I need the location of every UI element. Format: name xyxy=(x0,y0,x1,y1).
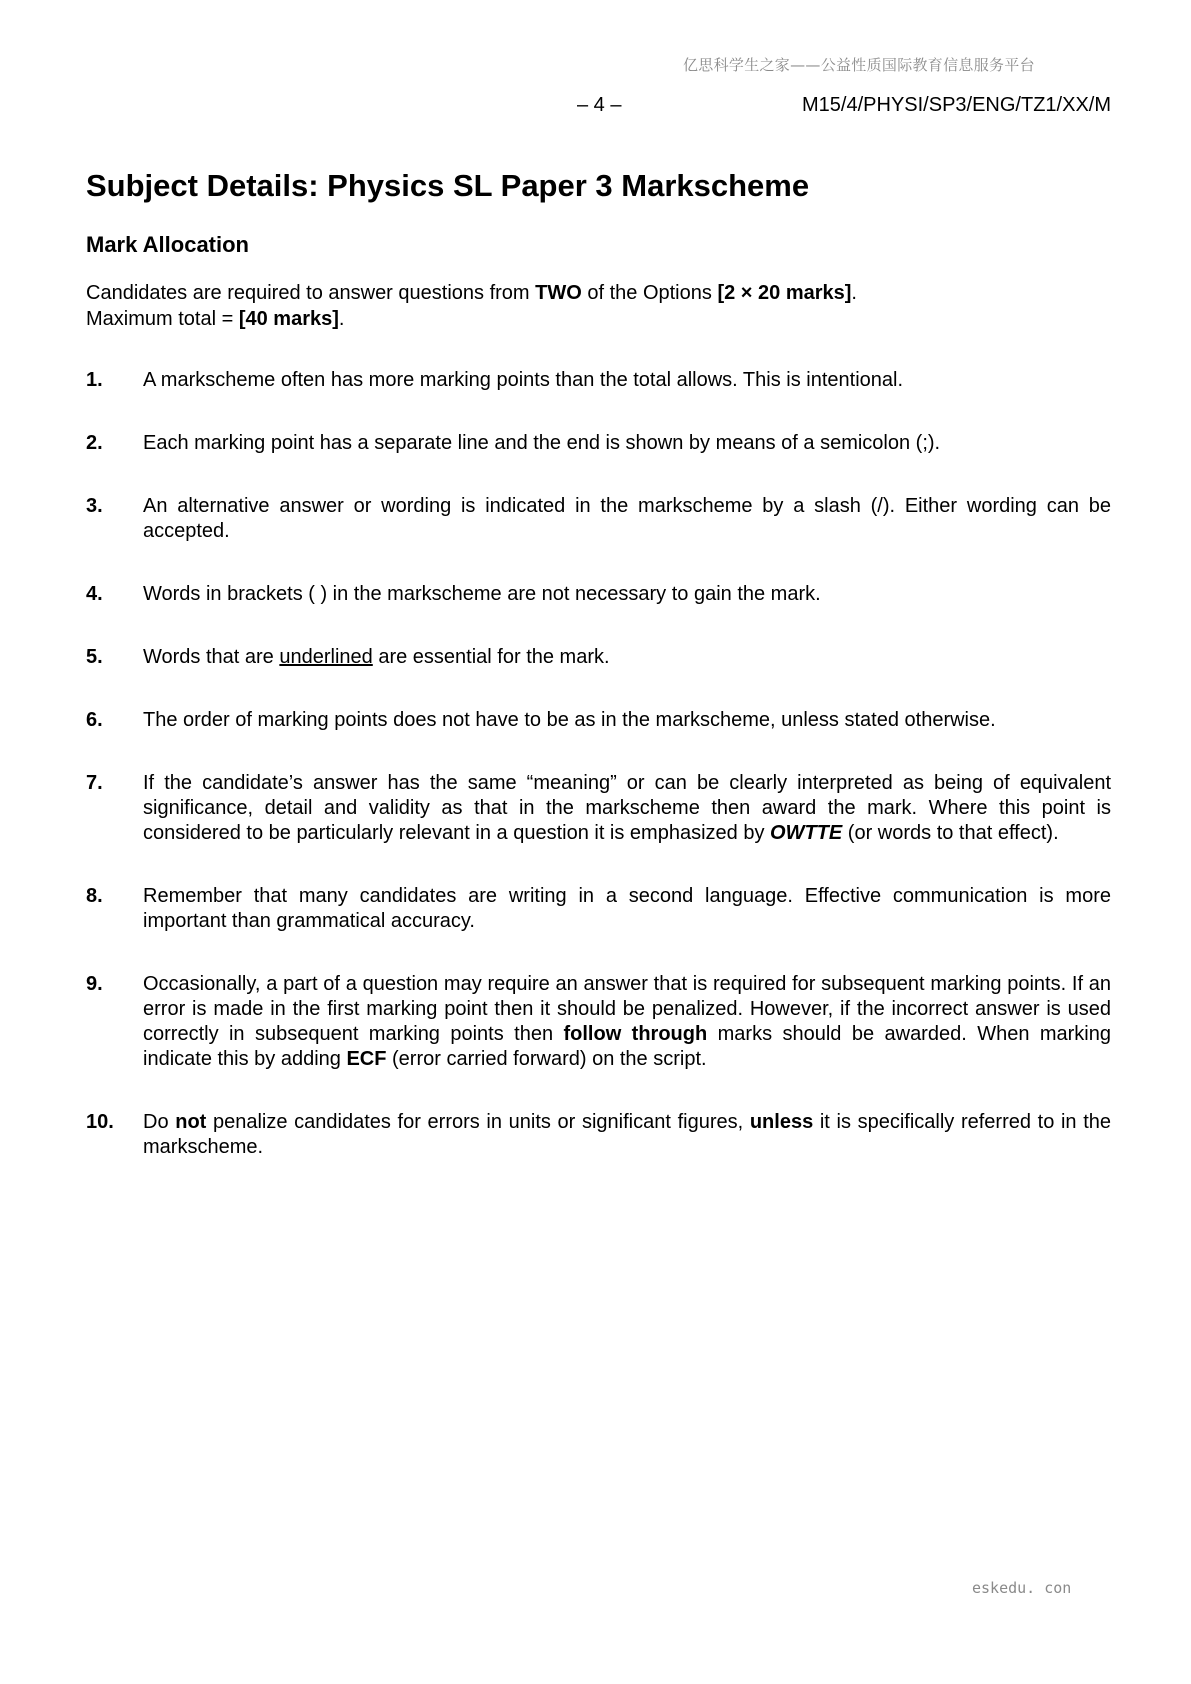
list-item xyxy=(86,494,1111,544)
list-item xyxy=(86,582,1111,607)
item-text: Remember that many candidates are writing in a second language. Effective communication is more important than grammatical accuracy. xyxy=(143,885,1111,932)
intro-text: of the Options xyxy=(581,282,718,304)
item-number: 9. xyxy=(86,973,103,995)
item-text-part: (or words to that effect). xyxy=(842,822,1059,844)
intro-bold-two: TWO xyxy=(535,282,582,304)
item-number: 7. xyxy=(86,772,103,794)
item-number: 1. xyxy=(86,369,103,391)
item-text-bold: follow through xyxy=(563,1023,708,1045)
section-heading: Mark Allocation xyxy=(86,232,249,257)
item-number: 3. xyxy=(86,495,103,517)
list-item xyxy=(86,368,1111,393)
item-text-bold-italic: OWTTE xyxy=(770,822,843,844)
item-text: Words in brackets ( ) in the markscheme are not necessary to gain the mark. xyxy=(143,583,821,605)
item-number: 6. xyxy=(86,709,103,731)
list-item xyxy=(86,771,1111,846)
intro-text: . xyxy=(338,308,345,330)
item-text xyxy=(143,645,1111,670)
item-number: 5. xyxy=(86,646,103,668)
item-text-part: (error carried forward) on the script. xyxy=(386,1048,707,1070)
footer-watermark: eskedu. con xyxy=(972,1579,1072,1597)
item-text-part: are essential for the mark. xyxy=(372,646,610,668)
item-text xyxy=(143,771,1111,846)
list-item xyxy=(86,431,1111,456)
page-number: – 4 – xyxy=(577,94,622,116)
page-title: Subject Details: Physics SL Paper 3 Markscheme xyxy=(86,168,810,203)
list-item xyxy=(86,645,1111,670)
paper-code: M15/4/PHYSI/SP3/ENG/TZ1/XX/M xyxy=(802,94,1111,116)
list-item xyxy=(86,708,1111,733)
item-text-bold: not xyxy=(175,1111,207,1133)
intro-line-1 xyxy=(86,280,1111,306)
intro-bold-total: [40 marks] xyxy=(238,308,339,330)
item-text-part: it is specifically referred to in the markscheme. xyxy=(143,1111,1112,1158)
list-item xyxy=(86,884,1111,934)
document-body xyxy=(86,168,1111,1198)
item-text-part: penalize candidates for errors in units or significant figures, xyxy=(206,1111,750,1133)
item-text xyxy=(143,1110,1111,1160)
list-item xyxy=(86,1110,1111,1160)
intro-bold-marks: [2 × 20 marks] xyxy=(717,282,852,304)
intro-line-2 xyxy=(86,306,1111,332)
intro-text: . xyxy=(851,282,857,304)
item-text-part: Do xyxy=(143,1111,176,1133)
item-text-part: marks should be awarded. When marking indicate this by adding xyxy=(143,1023,1111,1070)
item-number: 10. xyxy=(86,1111,114,1133)
intro-text: Candidates are required to answer questions from xyxy=(86,282,536,304)
item-text: Each marking point has a separate line and the end is shown by means of a semicolon (;). xyxy=(143,432,941,454)
item-text-bold: unless xyxy=(749,1111,814,1133)
item-text xyxy=(143,972,1111,1072)
item-text-part: Occasionally, a part of a question may require an answer that is required for subsequent marking points. If an error is made in the first marking point then it should be penalized. However, if the incorrect answer is used correctly in subsequent marking points then xyxy=(143,973,1111,1045)
intro-paragraph xyxy=(86,280,1111,332)
item-number: 4. xyxy=(86,583,103,605)
item-number: 8. xyxy=(86,885,103,907)
item-text-underlined: underlined xyxy=(279,646,373,668)
list-item xyxy=(86,972,1111,1072)
item-text: A markscheme often has more marking points than the total allows. This is intentional. xyxy=(143,369,904,391)
item-text-part: If the candidate’s answer has the same “meaning” or can be clearly interpreted as being of equivalent significance, detail and validity as that in the markscheme then award the mark. Where this point is considered to be particularly relevant in a question it is emphasized by xyxy=(143,772,1111,844)
item-text: An alternative answer or wording is indicated in the markscheme by a slash (/). Either wording can be accepted. xyxy=(143,495,1111,542)
header-watermark: 亿思科学生之家——公益性质国际教育信息服务平台 xyxy=(683,56,1035,74)
item-text: The order of marking points does not have to be as in the markscheme, unless stated otherwise. xyxy=(143,709,996,731)
item-text-part: Words that are xyxy=(143,646,280,668)
item-text-bold: ECF xyxy=(346,1048,387,1070)
item-number: 2. xyxy=(86,432,103,454)
intro-text: Maximum total = xyxy=(86,308,239,330)
